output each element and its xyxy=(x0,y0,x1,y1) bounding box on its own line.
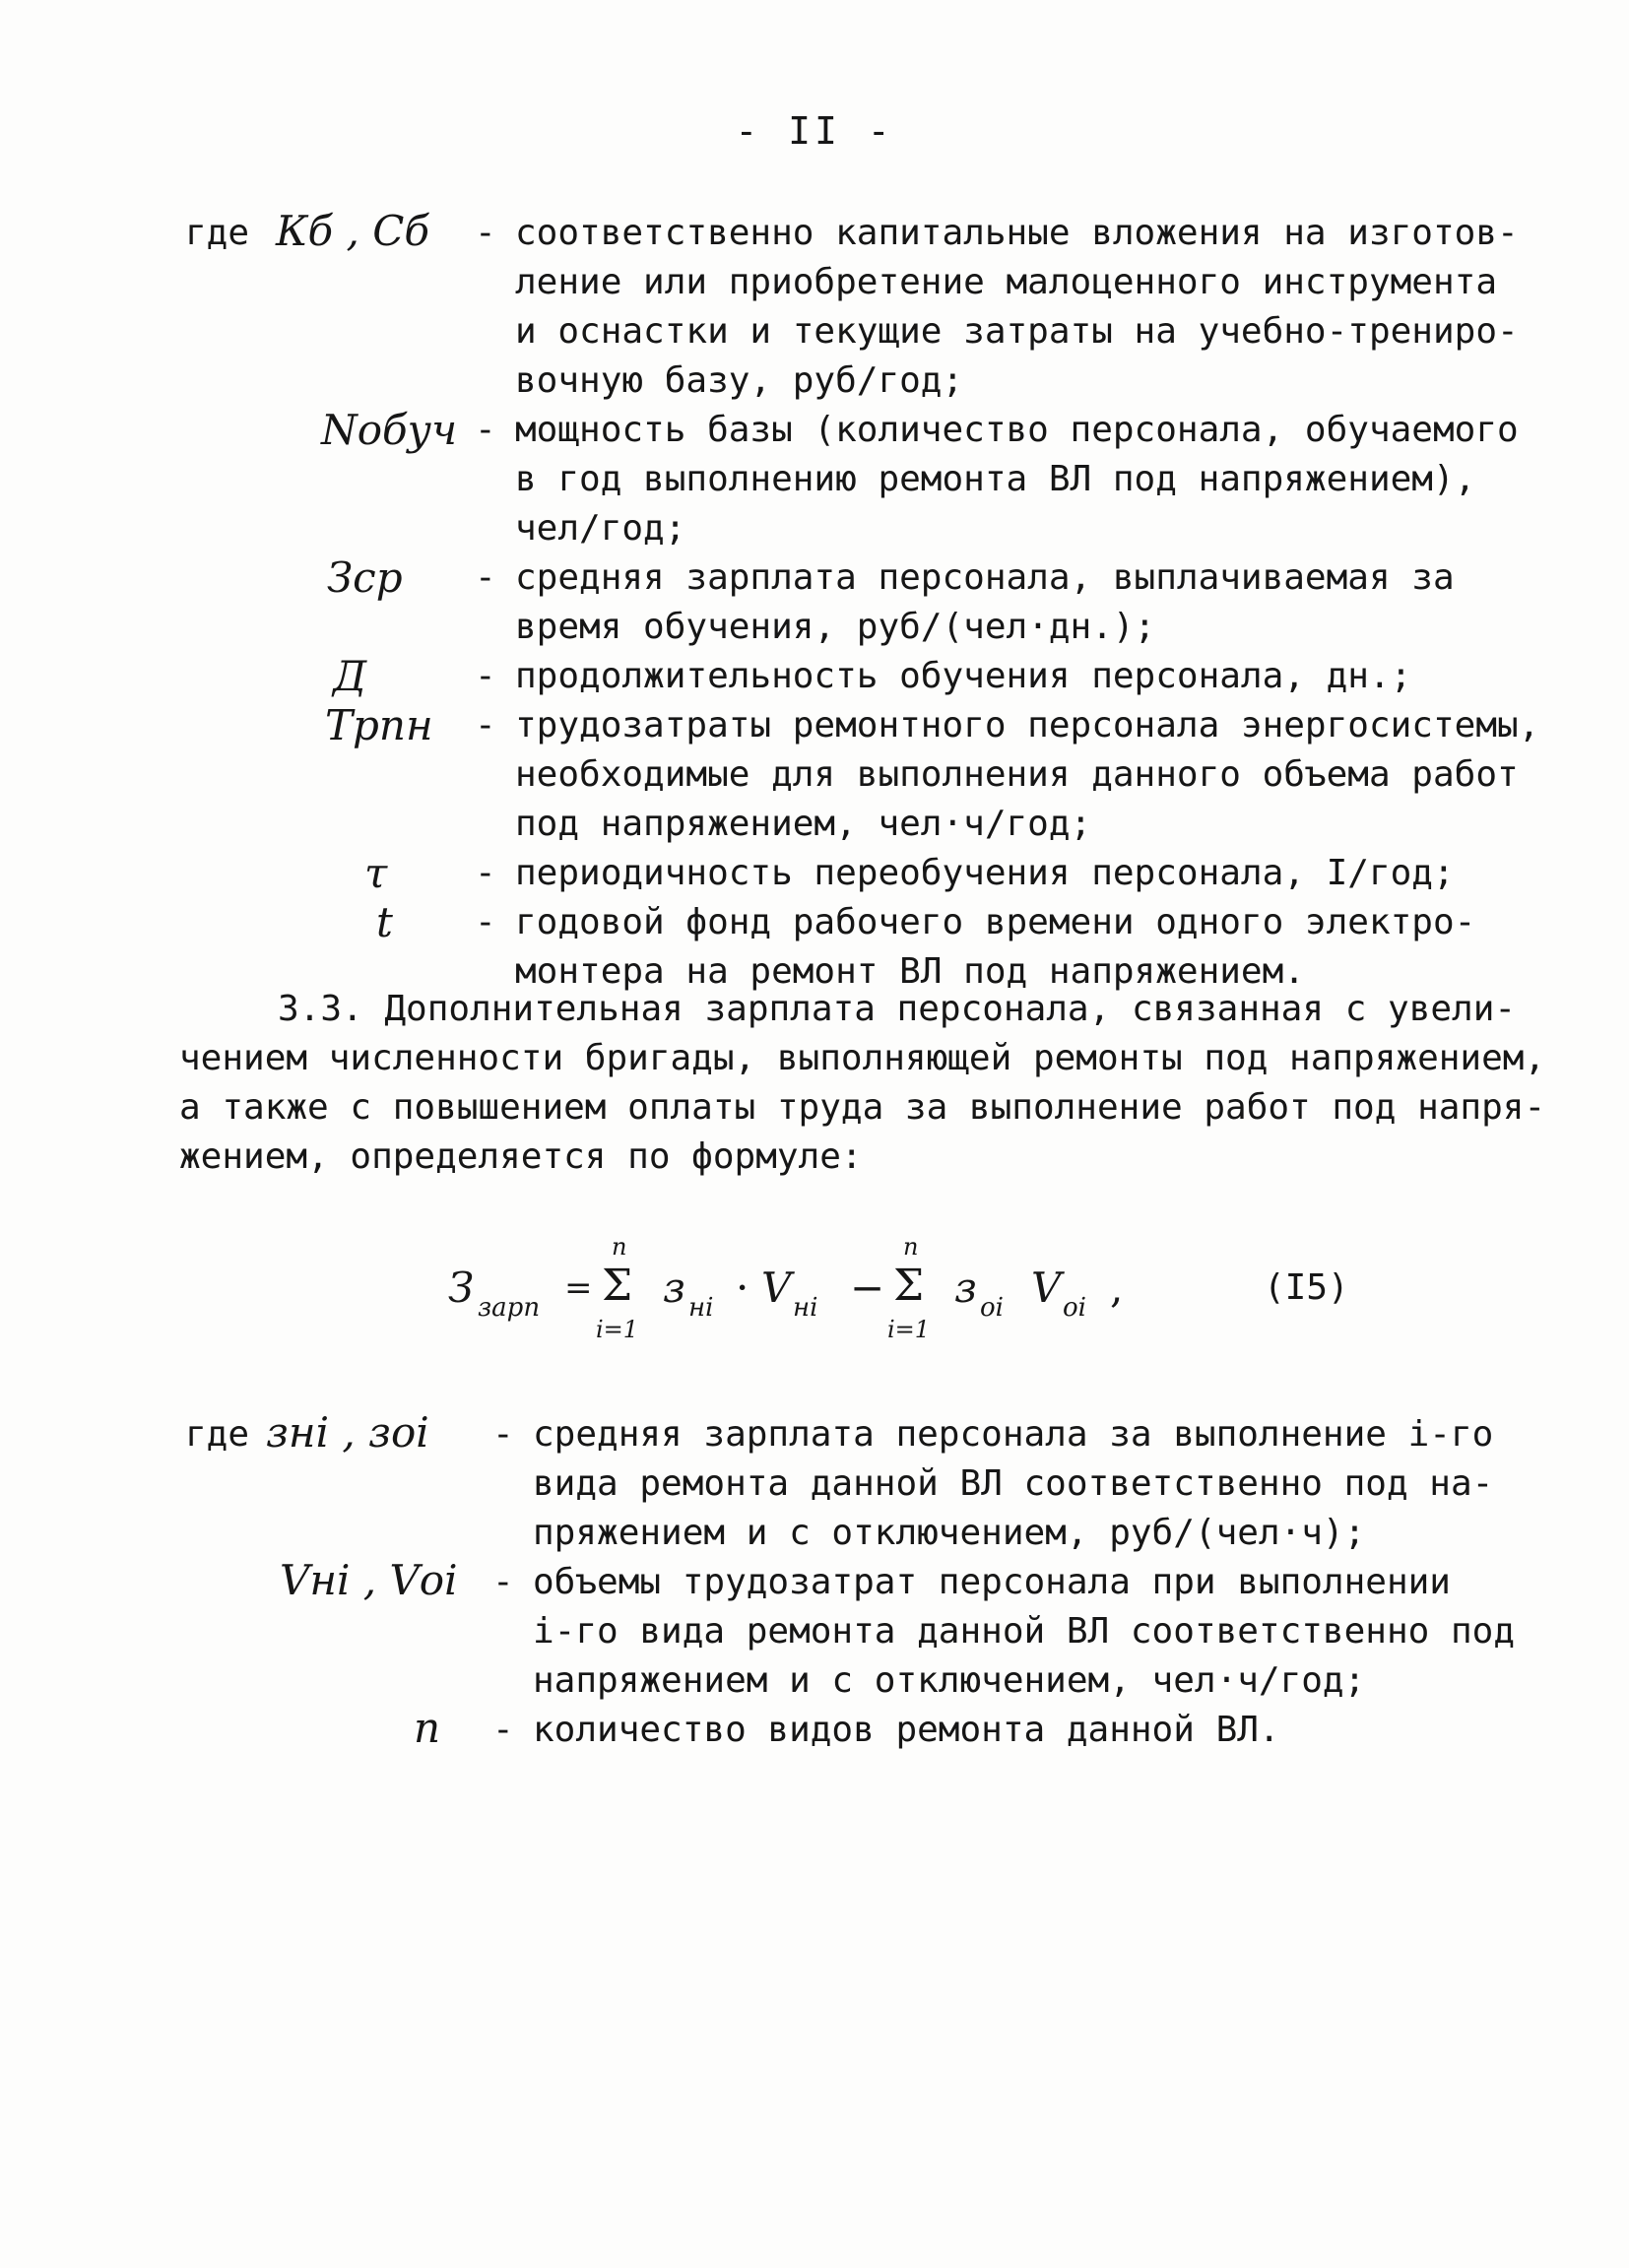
symbol-vni-voi: Vнi , Vоi xyxy=(280,1556,458,1604)
formula-sum1-sigma: Σ xyxy=(602,1261,633,1311)
symbol-kb-cb xyxy=(276,207,429,256)
symbol-t: t xyxy=(376,898,393,946)
formula-minus: − xyxy=(850,1264,885,1312)
definition-n: количество видов ремонта данной ВЛ. xyxy=(533,1710,1280,1750)
formula-term1-a: з xyxy=(663,1264,685,1312)
formula-sum1-upper: n xyxy=(612,1233,627,1261)
definition-dash: - xyxy=(475,853,496,893)
definition-zni-zoi: средняя зарплата персонала за выполнение i-го вида ремонта данной ВЛ соответственно под на- пряжением и с отключением, руб/(чел·ч); xyxy=(533,1414,1494,1553)
definition-dash: - xyxy=(475,705,496,745)
definition-dash: - xyxy=(475,902,496,942)
symbol-zni-zoi: знi , зоi xyxy=(266,1408,429,1457)
definition-dash: - xyxy=(475,557,496,598)
formula-equals: = xyxy=(564,1268,593,1308)
definition-dash: - xyxy=(492,1414,514,1455)
definition-dash: - xyxy=(492,1710,514,1750)
formula-sum2-lower: i=1 xyxy=(887,1316,931,1343)
definition-t: годовой фонд рабочего времени одного электро- монтера на ремонт ВЛ под напряжением. xyxy=(515,902,1476,992)
formula-term1-b-sub: нi xyxy=(793,1293,818,1323)
formula-i5 xyxy=(448,1226,1138,1354)
formula-term1-b: V xyxy=(761,1264,792,1312)
formula-lhs: З xyxy=(448,1264,475,1312)
definition-n-obuch: мощность базы (количество персонала, обучаемого в год выполнению ремонта ВЛ под напряжением), чел/год; xyxy=(515,410,1519,549)
formula-term2-a-sub: оi xyxy=(980,1293,1004,1323)
symbol-n-obuch: Nобуч xyxy=(321,406,458,454)
formula-dot: · xyxy=(736,1264,749,1312)
formula-tail-comma: , xyxy=(1110,1264,1124,1312)
paragraph-3-3-first-line-text: 3.3. Дополнительная зарплата персонала, связанная с увели- xyxy=(278,989,1517,1029)
page-number: - II - xyxy=(735,109,894,153)
definition-z-sr: средняя зарплата персонала, выплачиваемая за время обучения, руб/(чел·дн.); xyxy=(515,557,1455,647)
paragraph-3-3-first-line xyxy=(278,985,1516,1034)
formula-term2-a: з xyxy=(954,1264,977,1312)
formula-sum2-sigma: Σ xyxy=(893,1261,925,1311)
definition-dash: - xyxy=(475,410,496,450)
definition-vni-voi: объемы трудозатрат персонала при выполнении i-го вида ремонта данной ВЛ соответственно под напряжением и с отключением, чел·ч/год; xyxy=(533,1562,1515,1701)
where-label-2: где xyxy=(185,1414,250,1455)
definition-dash: - xyxy=(475,213,496,253)
formula-lhs-sub: зарп xyxy=(478,1293,541,1323)
definition-d: продолжительность обучения персонала, дн.; xyxy=(515,656,1412,696)
symbol-d: Д xyxy=(333,652,367,700)
formula-term2-b-sub: оi xyxy=(1063,1293,1086,1323)
symbol-n: n xyxy=(414,1704,441,1752)
formula-term2-b: V xyxy=(1031,1264,1062,1312)
definition-kb-cb: соответственно капитальные вложения на изготов- ление или приобретение малоценного инструмента и оснастки и текущие затраты на учебно-трениро- вочную базу, руб/год; xyxy=(515,213,1519,401)
symbol-t-rpn: Трпн xyxy=(325,701,433,749)
paragraph-3-3: чением численности бригады, выполняющей ремонты под напряжением, а также с повышением оплаты труда за выполнение работ под напря- жением, определяется по формуле: xyxy=(179,1038,1546,1177)
equation-number: (I5) xyxy=(1264,1267,1349,1308)
definition-tau: периодичность переобучения персонала, I/год; xyxy=(515,853,1455,893)
formula-term1-a-sub: нi xyxy=(688,1293,714,1323)
formula-sum2-upper: n xyxy=(903,1233,919,1261)
symbol-kb-cb-text: Кб , Сб xyxy=(276,207,429,255)
definition-dash: - xyxy=(492,1562,514,1602)
symbol-tau: τ xyxy=(364,849,388,897)
definition-dash: - xyxy=(475,656,496,696)
where-label: где xyxy=(185,213,250,253)
formula-sum1-lower: i=1 xyxy=(596,1316,639,1343)
symbol-z-sr: Зср xyxy=(327,553,403,602)
definition-t-rpn: трудозатраты ремонтного персонала энергосистемы, необходимые для выполнения данного объема работ под напряжением, чел·ч/год; xyxy=(515,705,1540,844)
